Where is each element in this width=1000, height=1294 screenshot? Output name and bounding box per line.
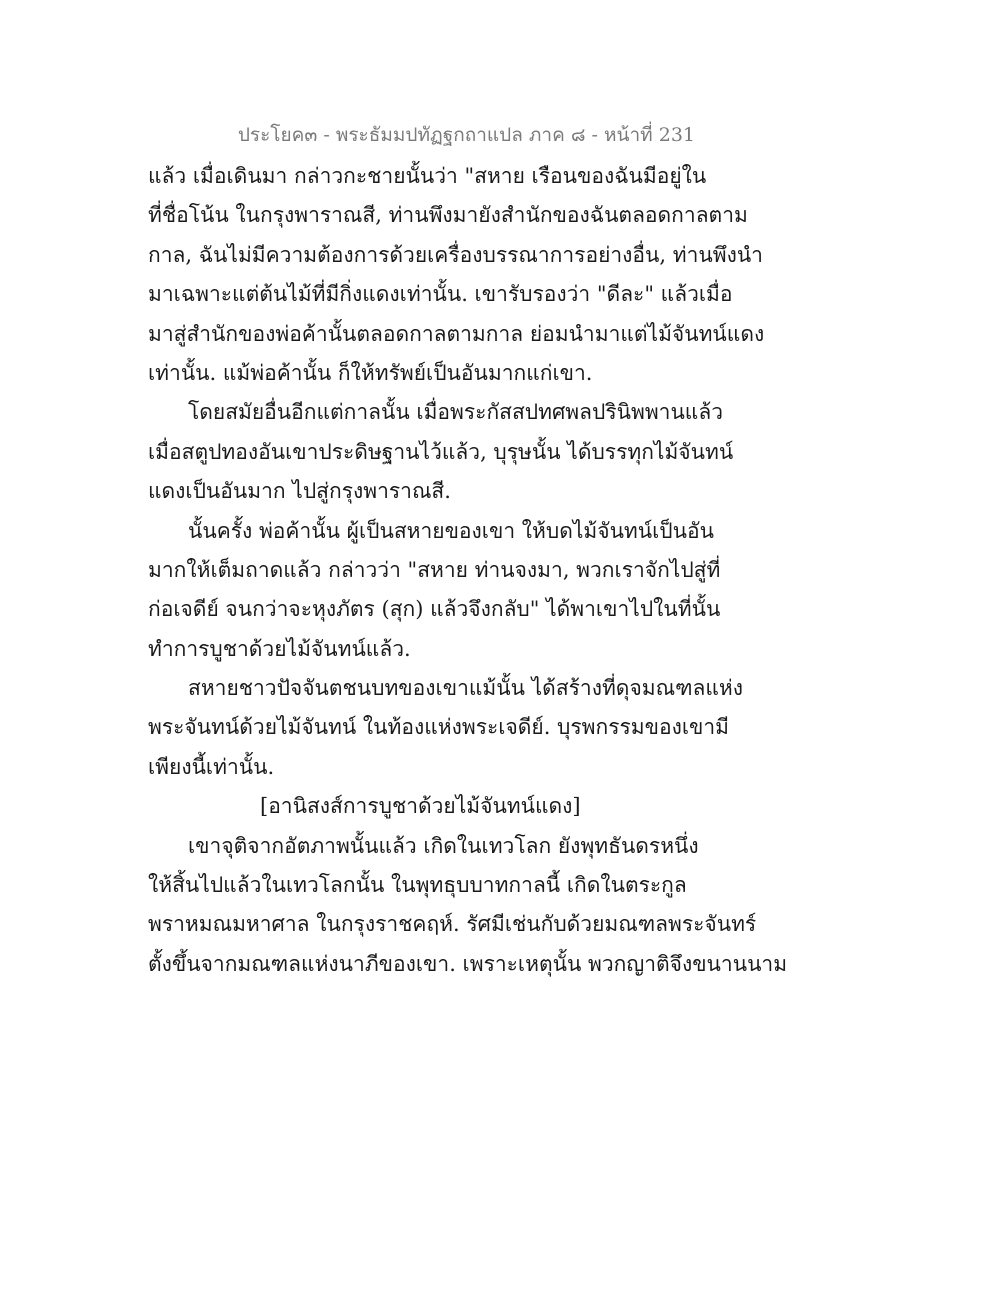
body-text [148, 157, 788, 984]
text-line: พราหมณมหาศาล ในกรุงราชคฤห์. รัศมีเช่นกับด้วยมณฑลพระจันทร์ [148, 912, 757, 937]
running-header: ประโยค๓ - พระธัมมปทัฏฐกถาแปล ภาค ๘ - หน้าที่ 231 [237, 124, 695, 146]
text-line: ตั้งขึ้นจากมณฑลแห่งนาภีของเขา. เพราะเหตุนั้น พวกญาติจึงขนานนาม [148, 951, 788, 976]
section-heading: [อานิสงส์การบูชาด้วยไม้จันทน์แดง] [260, 794, 581, 819]
text-line: เมื่อสตูปทองอันเขาประดิษฐานไว้แล้ว, บุรุษนั้น ได้บรรทุกไม้จันทน์ [148, 439, 734, 464]
text-line: เท่านั้น. แม้พ่อค้านั้น ก็ให้ทรัพย์เป็นอันมากแก่เขา. [148, 360, 593, 385]
text-line: เพียงนี้เท่านั้น. [148, 754, 275, 779]
text-line: มากให้เต็มถาดแล้ว กล่าวว่า "สหาย ท่านจงมา, พวกเราจักไปสู่ที่ [148, 557, 721, 582]
paragraph-start-line: โดยสมัยอื่นอีกแต่กาลนั้น เมื่อพระกัสสปทศพลปรินิพพานแล้ว [188, 400, 724, 425]
paragraph-start-line: นั้นครั้ง พ่อค้านั้น ผู้เป็นสหายของเขา ให้บดไม้จันทน์เป็นอัน [188, 518, 714, 543]
text-line: ให้สิ้นไปแล้วในเทวโลกนั้น ในพุทธุบบาทกาลนี้ เกิดในตระกูล [148, 873, 687, 898]
text-line: มาสู่สำนักของพ่อค้านั้นตลอดกาลตามกาล ย่อมนำมาแต่ไม้จันทน์แดง [148, 321, 765, 346]
text-line: ที่ชื่อโน้น ในกรุงพาราณสี, ท่านพึงมายังสำนักของฉันตลอดกาลตาม [148, 203, 748, 228]
text-line: ทำการบูชาด้วยไม้จันทน์แล้ว. [148, 636, 411, 661]
paragraph-start-line: เขาจุติจากอัตภาพนั้นแล้ว เกิดในเทวโลก ยังพุทธันดรหนึ่ง [188, 833, 699, 858]
text-line: กาล, ฉันไม่มีความต้องการด้วยเครื่องบรรณาการอย่างอื่น, ท่านพึงนำ [148, 242, 763, 267]
text-line: แล้ว เมื่อเดินมา กล่าวกะชายนั้นว่า "สหาย เรือนของฉันมีอยู่ใน [148, 164, 707, 188]
paragraph-start-line: สหายชาวปัจจันตชนบทของเขาแม้นั้น ได้สร้างที่ดุจมณฑลแห่ง [188, 676, 744, 701]
text-line: ก่อเจดีย์ จนกว่าจะหุงภัตร (สุก) แล้วจึงกลับ" ได้พาเขาไปในที่นั้น [148, 597, 721, 622]
text-line: แดงเป็นอันมาก ไปสู่กรุงพาราณสี. [148, 479, 451, 504]
text-line: พระจันทน์ด้วยไม้จันทน์ ในท้องแห่งพระเจดีย์. บุรพกรรมของเขามี [148, 715, 730, 740]
text-line: มาเฉพาะแต่ต้นไม้ที่มีกิ่งแดงเท่านั้น. เขารับรองว่า "ดีละ" แล้วเมื่อ [148, 282, 733, 307]
